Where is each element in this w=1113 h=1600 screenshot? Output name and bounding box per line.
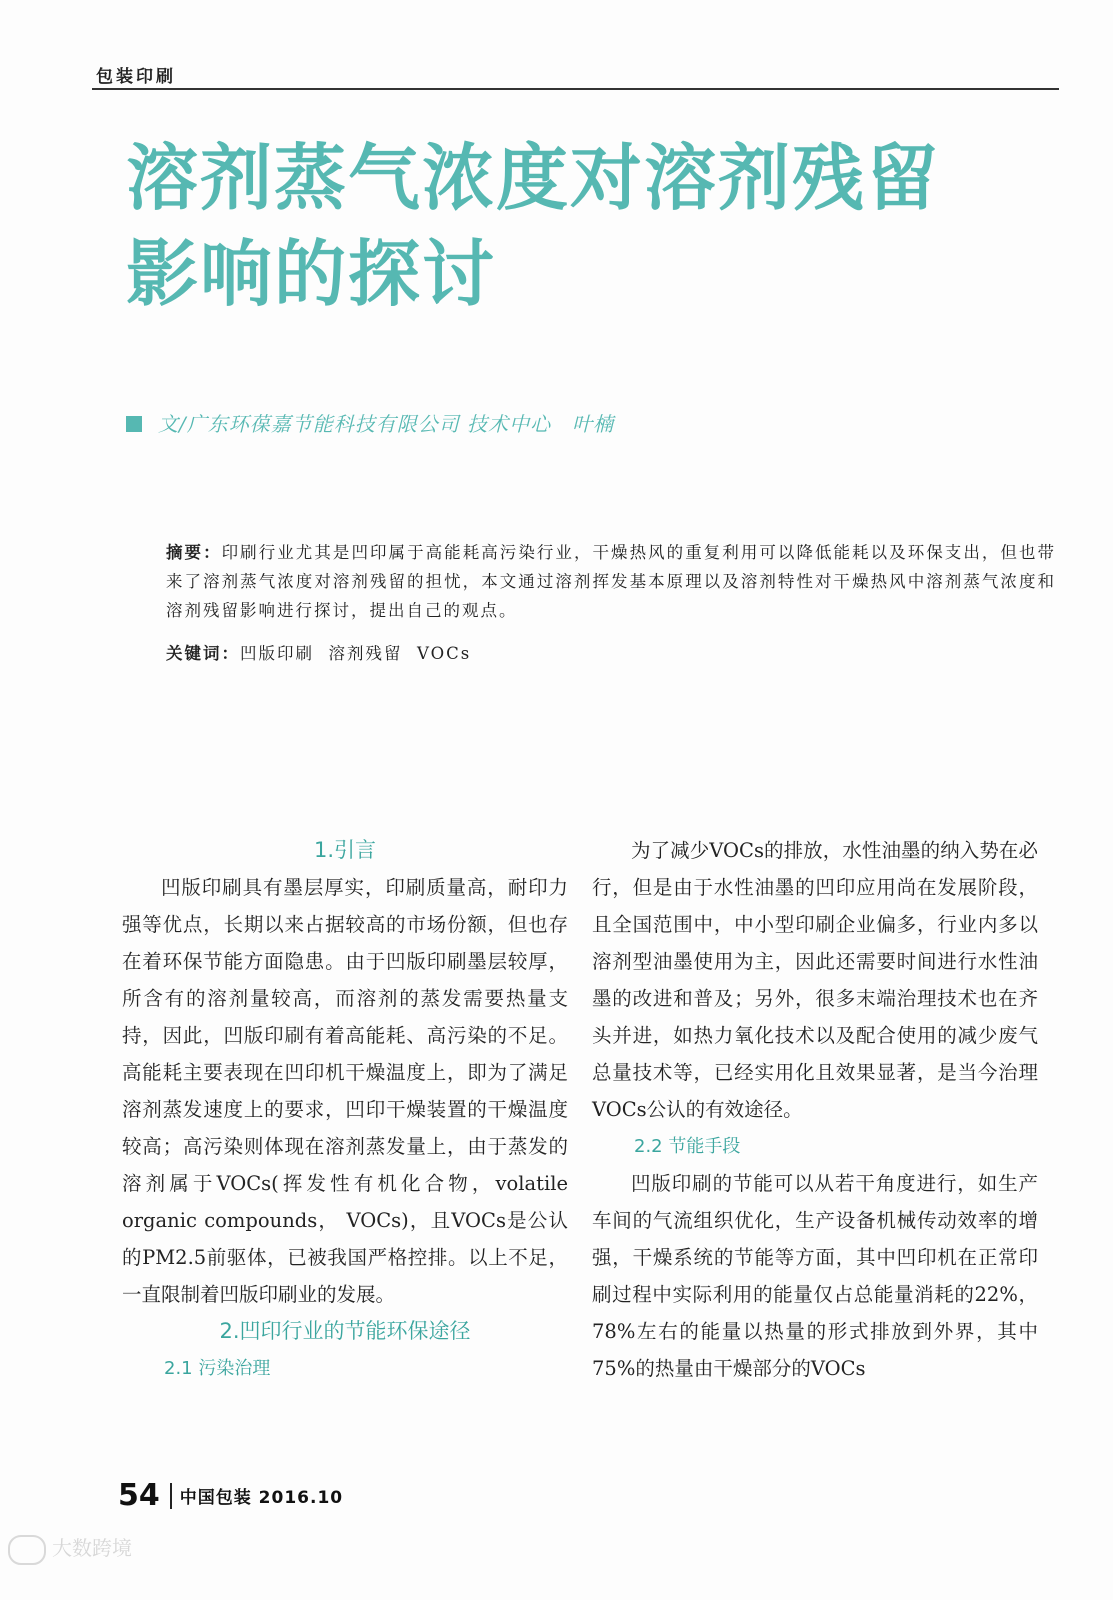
paragraph-introduction: 凹版印刷具有墨层厚实，印刷质量高，耐印力强等优点，长期以来占据较高的市场份额，但也存在着环保节能方面隐患。由于凹版印刷墨层较厚，所含有的溶剂量较高，而溶剂的蒸发需要热量支持，因此，凹版印刷有着高能耗、高污染的不足。高能耗主要表现在凹印机干燥温度上，即为了满足溶剂蒸发速度上的要求，凹印干燥装置的干燥温度较高；高污染则体现在溶剂蒸发量上，由于蒸发的溶剂属于VOCs(挥发性有机化合物，volatile organic compounds， VOCs)，且VOCs是公认的PM2.5前驱体，已被我国严格控排。以上不足，一直限制着凹版印刷业的发展。 <box>122 876 568 1306</box>
keywords-label: 关键词： <box>166 644 240 663</box>
left-column <box>122 832 568 1387</box>
square-bullet-icon <box>126 416 142 432</box>
publication-info: 中国包装 2016.10 <box>179 1488 344 1508</box>
abstract <box>166 538 1056 625</box>
watermark-text: 大数跨境 <box>52 1536 132 1560</box>
heading-introduction: 1.引言 <box>313 838 377 862</box>
abstract-label: 摘要： <box>166 543 222 562</box>
keywords <box>166 640 471 664</box>
article-title <box>126 130 1056 322</box>
paragraph-energy-saving: 凹版印刷的节能可以从若干角度进行，如生产车间的气流组织优化，生产设备机械传动效率的增强，干燥系统的节能等方面，其中凹印机在正常印刷过程中实际利用的能量仅占总能量消耗的22%，78%左右的能量以热量的形式排放到外界，其中75%的热量由干燥部分的VOCs <box>592 1172 1038 1380</box>
keywords-text: 凹版印刷 溶剂残留 VOCs <box>240 644 472 663</box>
header-rule <box>92 88 1059 90</box>
heading-energy-saving: 2.凹印行业的节能环保途径 <box>219 1319 471 1343</box>
right-column <box>592 832 1038 1387</box>
section-label: 包装印刷 <box>96 67 176 87</box>
abstract-text: 印刷行业尤其是凹印属于高能耗高污染行业，干燥热风的重复利用可以降低能耗以及环保支出，但也带来了溶剂蒸气浓度对溶剂残留的担忧，本文通过溶剂挥发基本原理以及溶剂特性对干燥热风中溶剂蒸气浓度和溶剂残留影响进行探讨，提出自己的观点。 <box>166 543 1057 620</box>
footer-divider <box>170 1483 172 1509</box>
byline-text: 文/广东环葆嘉节能科技有限公司 技术中心 叶楠 <box>158 412 615 436</box>
watermark-logo-icon <box>8 1535 46 1565</box>
page-number: 54 <box>118 1478 160 1513</box>
page-footer <box>118 1478 343 1513</box>
paragraph-pollution-control: 为了减少VOCs的排放，水性油墨的纳入势在必行，但是由于水性油墨的凹印应用尚在发展阶段，且全国范围中，中小型印刷企业偏多，行业内多以溶剂型油墨使用为主，因此还需要时间进行水性油墨的改进和普及；另外，很多末端治理技术也在齐头并进，如热力氧化技术以及配合使用的减少废气总量技术等，已经实用化且效果显著，是当今治理VOCs公认的有效途径。 <box>592 839 1038 1121</box>
subheading-energy-saving: 2.2 节能手段 <box>634 1136 741 1157</box>
title-line-2: 影响的探讨 <box>126 231 497 316</box>
subheading-pollution-control: 2.1 污染治理 <box>164 1358 271 1379</box>
byline <box>126 408 614 437</box>
watermark <box>8 1532 132 1565</box>
title-line-1: 溶剂蒸气浓度对溶剂残留 <box>126 135 941 220</box>
